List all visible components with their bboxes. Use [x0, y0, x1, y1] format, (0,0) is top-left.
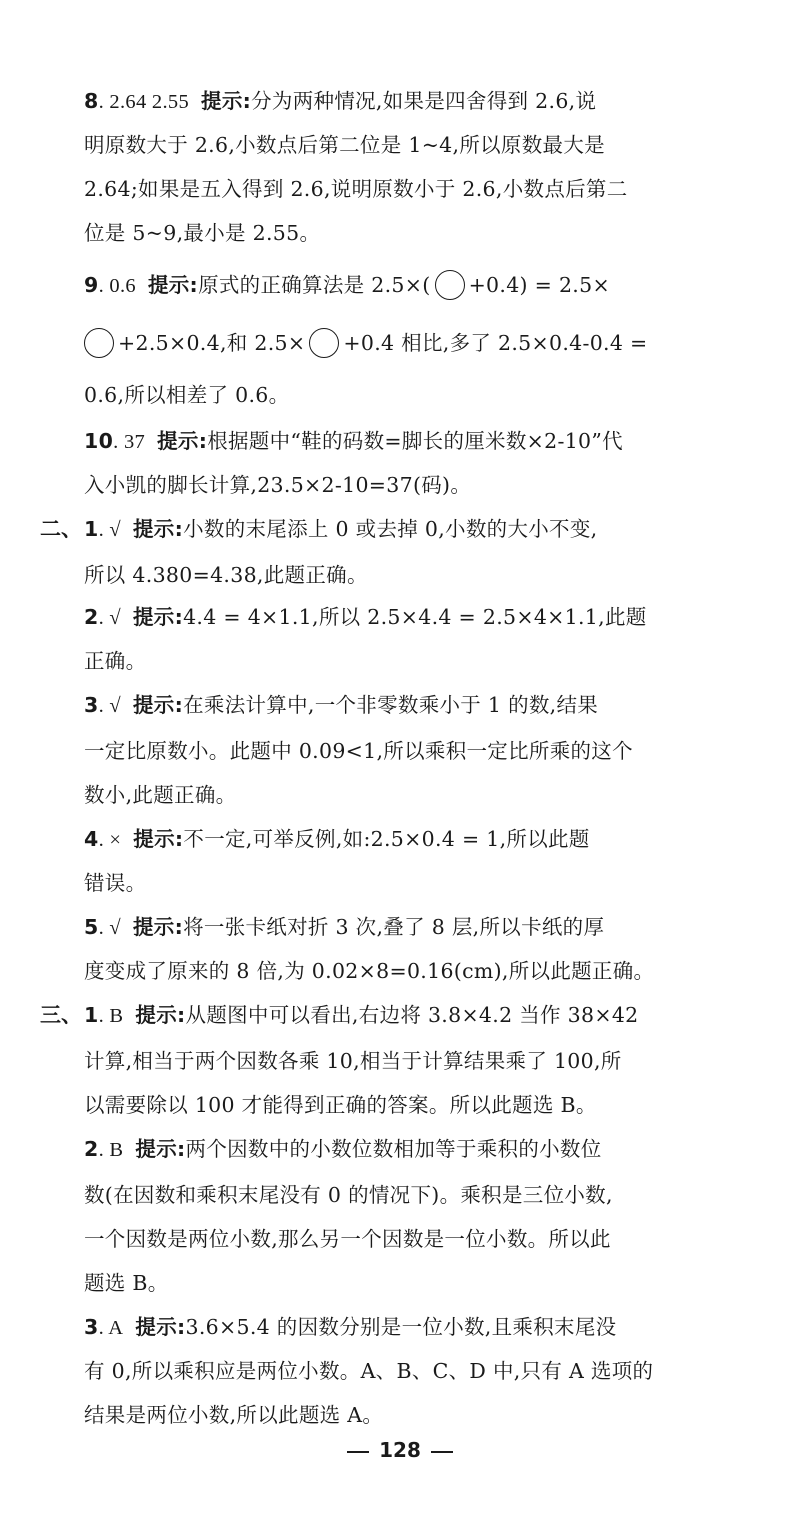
s2-q4-tip-label: 提示: [133, 827, 184, 851]
s3-q1-line-2: 计算,相当于两个因数各乘 10,相当于计算结果乘了 100,所 [84, 1049, 622, 1073]
s2-q3-line-3: 数小,此题正确。 [84, 783, 237, 807]
s2-q2-number: 2 [84, 605, 99, 629]
q10-answer: . 37 [113, 431, 146, 453]
s2-q3-tip-label: 提示: [132, 693, 184, 717]
footer-dash-right [431, 1451, 453, 1453]
s2-q5-number: 5 [84, 915, 99, 939]
s2-q1-line-2: 所以 4.380=4.38,此题正确。 [84, 563, 368, 587]
s2-q5-text-1: 将一张卡纸对折 3 次,叠了 8 层,所以卡纸的厚 [183, 915, 605, 939]
s2-q5-line-2: 度变成了原来的 8 倍,为 0.02×8=0.16(cm),所以此题正确。 [84, 959, 655, 983]
q10-line-2: 入小凯的脚长计算,23.5×2-10=37(码)。 [84, 473, 472, 497]
s3-q2-line-4: 题选 B。 [84, 1271, 169, 1295]
s3-q3-tip-label: 提示: [135, 1315, 186, 1339]
blank-circle-icon [84, 328, 114, 358]
s2-q4-line-2: 错误。 [84, 871, 147, 895]
blank-circle-icon [309, 328, 339, 358]
q8-text-1: 分为两种情况,如果是四舍得到 2.6,说 [251, 89, 597, 113]
s2-q3-number: 3 [84, 693, 99, 717]
s3-q2-answer: . B [98, 1139, 124, 1161]
s3-q1-tip-label: 提示: [135, 1003, 186, 1027]
s3-q3-line-1 [84, 1312, 616, 1343]
s3-q2-tip-label: 提示: [135, 1137, 186, 1161]
s2-q2-tip-label: 提示: [132, 605, 184, 629]
s3-q3-text-1: 3.6×5.4 的因数分别是一位小数,且乘积末尾没 [185, 1315, 617, 1339]
s2-q2-line-1 [84, 602, 647, 633]
s3-q1-text-1: 从题图中可以看出,右边将 3.8×4.2 当作 38×42 [185, 1003, 639, 1027]
s3-q3-number: 3 [84, 1315, 99, 1339]
q8-line-4: 位是 5~9,最小是 2.55。 [84, 221, 321, 245]
q8-tip-label: 提示: [201, 89, 252, 113]
s3-q1-line-1 [84, 1000, 639, 1031]
s2-q5-line-1 [84, 912, 604, 943]
q8-line-1 [84, 86, 596, 117]
s3-q2-line-2: 数(在因数和乘积末尾没有 0 的情况下)。乘积是三位小数, [84, 1183, 613, 1207]
q9-text-1a: 原式的正确算法是 2.5×( [198, 273, 431, 297]
s3-q3-line-3: 结果是两位小数,所以此题选 A。 [84, 1403, 384, 1427]
s2-q5-answer: . √ [98, 917, 121, 939]
s2-q2-answer: . √ [98, 607, 121, 629]
s2-q2-line-2: 正确。 [84, 649, 147, 673]
q9-tip-label: 提示: [147, 273, 199, 297]
q9-line-2 [84, 328, 648, 360]
q10-line-1 [84, 426, 623, 457]
s2-q3-answer: . √ [98, 695, 121, 717]
s3-q2-line-1 [84, 1134, 602, 1165]
s2-q5-tip-label: 提示: [132, 915, 184, 939]
s2-q1-number: 1 [84, 517, 99, 541]
s2-q3-line-2: 一定比原数小。此题中 0.09<1,所以乘积一定比所乘的这个 [84, 739, 633, 763]
s2-q3-line-1 [84, 690, 598, 721]
q8-number: 8 [84, 89, 99, 113]
s2-q1-line-1 [84, 514, 597, 545]
q10-text-1: 根据题中“鞋的码数=脚长的厘米数×2-10”代 [207, 429, 623, 453]
q9-text-1b: +0.4) = 2.5× [468, 273, 610, 297]
s3-q2-number: 2 [84, 1137, 99, 1161]
s2-q1-answer: . √ [98, 519, 121, 541]
blank-circle-icon [435, 270, 465, 300]
q9-number: 9 [84, 273, 99, 297]
s3-q2-line-3: 一个因数是两位小数,那么另一个因数是一位小数。所以此 [84, 1227, 611, 1251]
q9-line-1 [84, 270, 610, 302]
page-footer [0, 1435, 800, 1465]
s3-q1-line-3: 以需要除以 100 才能得到正确的答案。所以此题选 B。 [84, 1093, 597, 1117]
page-number: 128 [379, 1438, 421, 1462]
section-3-label: 三、 [40, 1002, 82, 1027]
q8-answer: . 2.64 2.55 [98, 91, 190, 113]
q10-tip-label: 提示: [157, 429, 208, 453]
s3-q3-answer: . A [98, 1317, 124, 1339]
s2-q1-text-1: 小数的末尾添上 0 或去掉 0,小数的大小不变, [183, 517, 598, 541]
s3-q3-line-2: 有 0,所以乘积应是两位小数。A、B、C、D 中,只有 A 选项的 [84, 1359, 654, 1383]
s3-q1-answer: . B [98, 1005, 124, 1027]
s2-q4-line-1 [84, 824, 590, 855]
q9-answer: . 0.6 [98, 275, 136, 297]
q9-text-2b: +0.4 相比,多了 2.5×0.4-0.4 = [343, 331, 648, 355]
s2-q4-number: 4 [84, 827, 99, 851]
q9-line-3: 0.6,所以相差了 0.6。 [84, 383, 290, 407]
q8-line-3: 2.64;如果是五入得到 2.6,说明原数小于 2.6,小数点后第二 [84, 177, 628, 201]
footer-dash-left [347, 1451, 369, 1453]
q9-text-2a: +2.5×0.4,和 2.5× [118, 331, 306, 355]
s3-q1-number: 1 [84, 1003, 99, 1027]
s2-q3-text-1: 在乘法计算中,一个非零数乘小于 1 的数,结果 [183, 693, 599, 717]
q10-number: 10 [84, 429, 114, 453]
s2-q4-answer: . × [98, 829, 122, 851]
q8-line-2: 明原数大于 2.6,小数点后第二位是 1~4,所以原数最大是 [84, 133, 605, 157]
s2-q4-text-1: 不一定,可举反例,如:2.5×0.4 = 1,所以此题 [183, 827, 590, 851]
s2-q1-tip-label: 提示: [132, 517, 184, 541]
s2-q2-text-1: 4.4 = 4×1.1,所以 2.5×4.4 = 2.5×4×1.1,此题 [183, 605, 647, 629]
s3-q2-text-1: 两个因数中的小数位数相加等于乘积的小数位 [185, 1137, 602, 1161]
section-2-label: 二、 [40, 516, 82, 541]
